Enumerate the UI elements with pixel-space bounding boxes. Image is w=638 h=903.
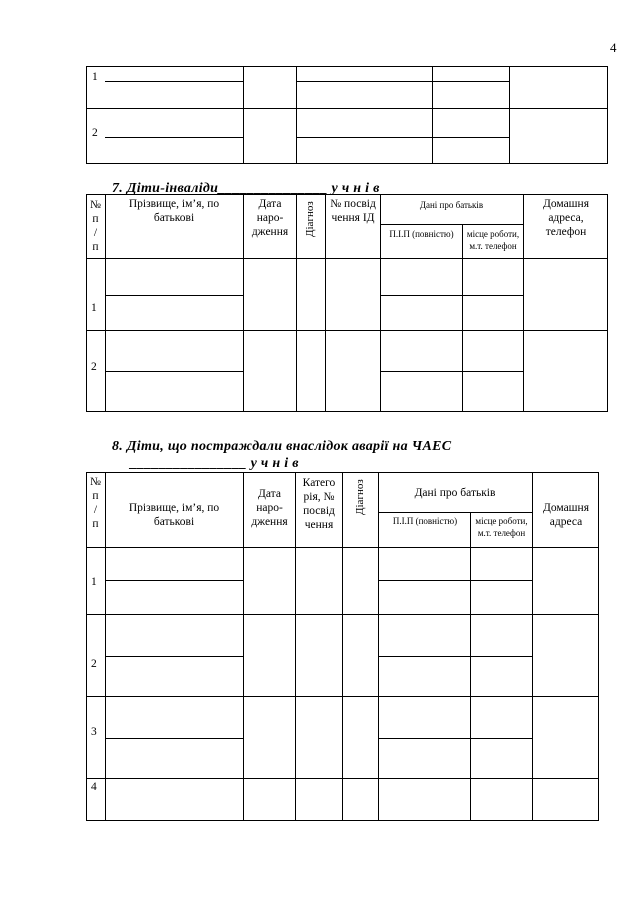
- row-number: 1: [91, 302, 97, 314]
- row-number: 4: [91, 781, 97, 793]
- header-pib: П.І.П (повністю): [389, 229, 454, 239]
- header-certificate: № посвід чення ІД: [330, 198, 376, 224]
- header-number: № п / п: [90, 199, 101, 253]
- header-birth-date: Дата наро-дження: [251, 198, 289, 238]
- header-name: Прізвище, ім’я, по батькові: [128, 198, 220, 224]
- section-8-title-line2: ________________ у ч н і в: [130, 456, 299, 471]
- header-birth-date: Дата наро-дження: [251, 488, 288, 528]
- header-parents: Дані про батьків: [414, 487, 496, 499]
- header-pib: П.І.П (повністю): [392, 516, 458, 526]
- header-address: Домашня адреса, телефон: [543, 198, 589, 238]
- header-diagnosis: Діагноз: [354, 479, 366, 515]
- row-number: 2: [91, 658, 97, 670]
- header-address: Домашня адреса: [543, 502, 589, 528]
- header-category: Катего рія, № посвід чення: [302, 477, 336, 531]
- page-number: 4: [610, 40, 617, 55]
- header-diagnosis: Діагноз: [304, 201, 316, 237]
- row-number: 1: [92, 71, 98, 83]
- section-8-title: 8. Діти, що постраждали внаслідок аварії на ЧАЕС: [112, 439, 452, 454]
- header-work: місце роботи, м.т. телефон: [475, 516, 528, 538]
- row-number: 2: [91, 361, 97, 373]
- row-number: 3: [91, 726, 97, 738]
- section-7-title: 7. Діти-інваліди_______________ у ч н і в: [112, 181, 380, 196]
- header-number: № п / п: [90, 476, 101, 530]
- row-number: 1: [91, 576, 97, 588]
- row-number: 2: [92, 127, 98, 139]
- header-name: Прізвище, ім’я, по батькові: [128, 502, 220, 528]
- header-parents: Дані про батьків: [419, 200, 484, 210]
- header-work: місце роботи, м.т. телефон: [466, 229, 520, 251]
